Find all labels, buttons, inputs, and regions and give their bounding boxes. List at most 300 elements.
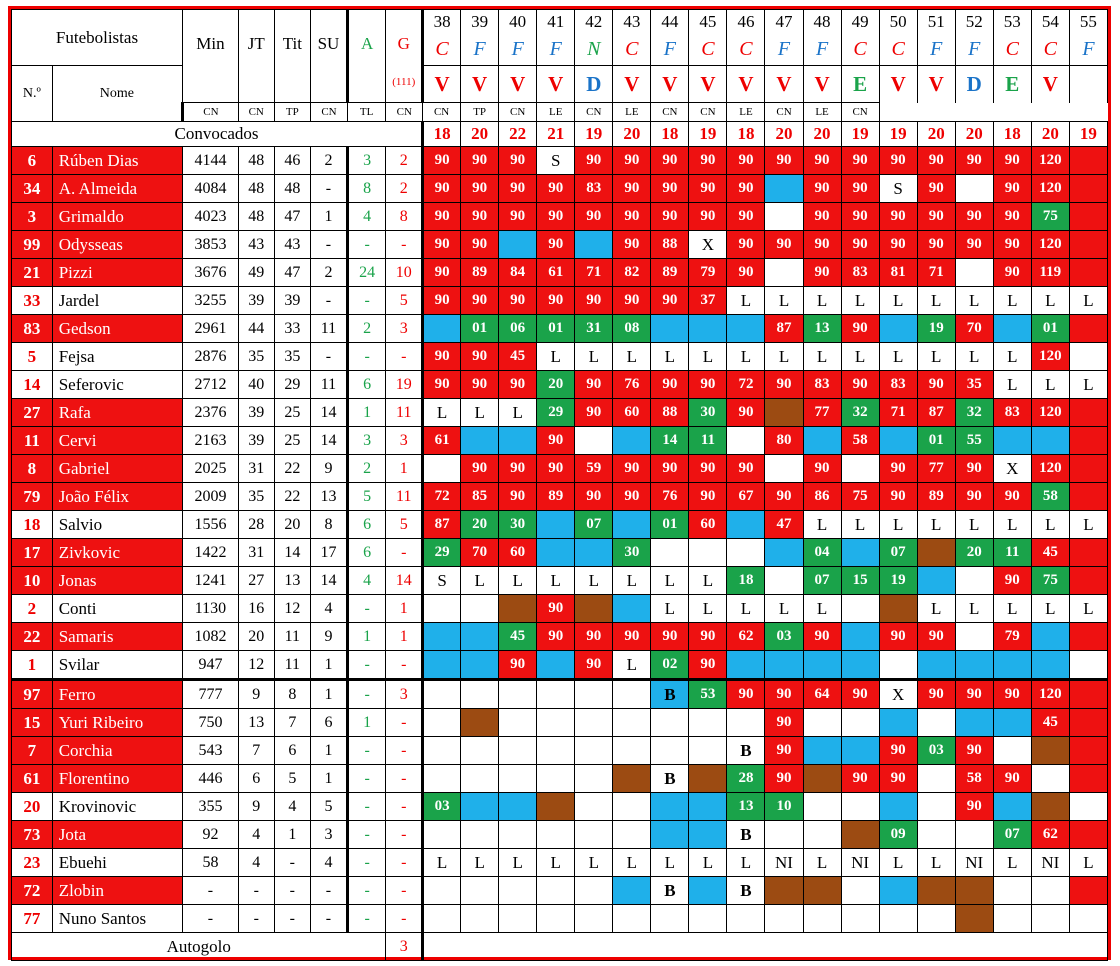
player-stat-min: 1422: [182, 539, 238, 567]
convocados-count: 20: [803, 122, 841, 147]
game-cell: 90: [689, 371, 727, 399]
player-stat-g: -: [386, 765, 423, 793]
game-cell: 90: [423, 175, 461, 203]
player-stat-min: 4084: [182, 175, 238, 203]
game-cell: 89: [461, 259, 499, 287]
game-cell: [499, 680, 537, 709]
game-competition: CN: [423, 103, 461, 122]
player-name: João Félix: [52, 483, 182, 511]
game-cell: [461, 905, 499, 933]
game-cell: 90: [727, 231, 765, 259]
game-cell: 81: [879, 259, 917, 287]
player-stat-min: -: [182, 905, 238, 933]
game-cell: 90: [537, 623, 575, 651]
game-cell: 90: [689, 455, 727, 483]
player-stat-jt: 16: [238, 595, 274, 623]
player-number: 22: [12, 623, 53, 651]
game-location: F: [461, 33, 499, 65]
game-cell: 90: [955, 455, 993, 483]
game-cell: L: [917, 595, 955, 623]
game-cell: L: [917, 849, 955, 877]
game-number: 41: [537, 10, 575, 34]
game-cell: 84: [499, 259, 537, 287]
player-stat-g: 11: [386, 399, 423, 427]
game-cell: 59: [575, 455, 613, 483]
player-stat-g: 5: [386, 511, 423, 539]
player-stat-min: 4023: [182, 203, 238, 231]
game-cell: [1031, 793, 1069, 821]
game-cell: 83: [803, 371, 841, 399]
game-cell: 90: [575, 483, 613, 511]
player-stat-a: -: [347, 343, 386, 371]
game-location: F: [803, 33, 841, 65]
player-stat-min: 355: [182, 793, 238, 821]
player-number: 2: [12, 595, 53, 623]
game-cell: [461, 595, 499, 623]
player-number: 6: [12, 147, 53, 175]
game-cell: [537, 793, 575, 821]
player-stat-min: 1241: [182, 567, 238, 595]
game-cell: 90: [917, 371, 955, 399]
player-number: 27: [12, 399, 53, 427]
game-cell: 120: [1031, 680, 1069, 709]
game-cell: 90: [879, 147, 917, 175]
convocados-count: 19: [879, 122, 917, 147]
player-stat-jt: 48: [238, 147, 274, 175]
player-stat-min: 3255: [182, 287, 238, 315]
game-number: 50: [879, 10, 917, 34]
game-cell: [1069, 905, 1107, 933]
player-number: 73: [12, 821, 53, 849]
game-cell: 90: [613, 483, 651, 511]
game-cell: 77: [803, 399, 841, 427]
player-row: [12, 483, 1108, 511]
game-cell: [727, 511, 765, 539]
game-cell: 60: [613, 399, 651, 427]
player-row: [12, 511, 1108, 539]
player-stat-jt: 40: [238, 371, 274, 399]
game-cell: 70: [955, 315, 993, 343]
game-cell: 90: [803, 175, 841, 203]
player-stat-jt: 39: [238, 399, 274, 427]
game-competition: LE: [613, 103, 651, 122]
player-name: Corchia: [52, 737, 182, 765]
player-number: 33: [12, 287, 53, 315]
game-cell: [537, 511, 575, 539]
game-cell: [1069, 147, 1107, 175]
player-number: 17: [12, 539, 53, 567]
col-header-jt-label: JT: [247, 34, 265, 53]
player-stat-jt: 49: [238, 259, 274, 287]
game-cell: [613, 765, 651, 793]
player-stat-jt: 9: [238, 793, 274, 821]
game-location: F: [537, 33, 575, 65]
player-stat-tit: 48: [274, 175, 311, 203]
game-cell: [499, 793, 537, 821]
game-cell: [955, 821, 993, 849]
game-cell: [955, 709, 993, 737]
player-stat-su: 8: [311, 511, 348, 539]
game-cell: 90: [879, 455, 917, 483]
player-stat-g: -: [386, 231, 423, 259]
game-cell: 120: [1031, 399, 1069, 427]
player-row: [12, 231, 1108, 259]
player-stat-g: -: [386, 821, 423, 849]
game-cell: B: [727, 737, 765, 765]
game-cell: 90: [841, 680, 879, 709]
game-cell: 72: [727, 371, 765, 399]
game-cell: L: [537, 849, 575, 877]
game-cell: 90: [993, 203, 1031, 231]
game-cell: 90: [879, 765, 917, 793]
game-cell: 13: [803, 315, 841, 343]
game-cell: L: [765, 343, 803, 371]
game-cell: 90: [461, 343, 499, 371]
game-cell: [917, 651, 955, 680]
game-cell: 90: [613, 175, 651, 203]
game-cell: 71: [879, 399, 917, 427]
game-cell: 90: [803, 455, 841, 483]
game-result: D: [575, 66, 613, 103]
game-cell: [765, 259, 803, 287]
player-stat-su: 14: [311, 399, 348, 427]
game-cell: [423, 651, 461, 680]
game-number: 46: [727, 10, 765, 34]
game-cell: 28: [727, 765, 765, 793]
player-name: Zivkovic: [52, 539, 182, 567]
game-cell: [613, 821, 651, 849]
game-cell: 90: [689, 483, 727, 511]
game-cell: [917, 877, 955, 905]
game-cell: [727, 539, 765, 567]
game-competition: TP: [461, 103, 499, 122]
game-cell: L: [1031, 511, 1069, 539]
game-cell: [803, 793, 841, 821]
game-cell: 90: [575, 203, 613, 231]
game-cell: [917, 567, 955, 595]
game-cell: 60: [689, 511, 727, 539]
player-stat-tit: 20: [274, 511, 311, 539]
game-cell: [575, 737, 613, 765]
game-cell: [499, 709, 537, 737]
game-cell: [765, 539, 803, 567]
game-cell: [993, 427, 1031, 455]
game-cell: [955, 905, 993, 933]
player-stat-a: -: [347, 287, 386, 315]
game-cell: [803, 877, 841, 905]
convocados-count: 21: [537, 122, 575, 147]
game-cell: L: [879, 343, 917, 371]
game-cell: [1069, 567, 1107, 595]
player-stat-a: -: [347, 651, 386, 680]
game-cell: 45: [1031, 709, 1069, 737]
autogolo-empty: [423, 933, 1108, 961]
game-location: C: [727, 33, 765, 65]
convocados-count: 20: [917, 122, 955, 147]
player-stat-su: -: [311, 877, 348, 905]
player-stat-g: -: [386, 849, 423, 877]
game-result: [1069, 66, 1107, 103]
player-name: Pizzi: [52, 259, 182, 287]
game-cell: 90: [613, 623, 651, 651]
game-cell: NI: [841, 849, 879, 877]
game-cell: [537, 877, 575, 905]
player-stat-min: 1082: [182, 623, 238, 651]
game-cell: 90: [423, 203, 461, 231]
game-cell: [1069, 175, 1107, 203]
game-cell: [1031, 905, 1069, 933]
game-competition: CN: [238, 103, 274, 122]
game-cell: 90: [423, 343, 461, 371]
game-cell: NI: [955, 849, 993, 877]
game-result: V: [537, 66, 575, 103]
player-stat-a: -: [347, 905, 386, 933]
game-cell: L: [765, 595, 803, 623]
game-cell: 20: [955, 539, 993, 567]
game-cell: [613, 427, 651, 455]
game-cell: 90: [993, 567, 1031, 595]
player-name: Seferovic: [52, 371, 182, 399]
game-cell: [917, 765, 955, 793]
game-cell: S: [537, 147, 575, 175]
game-cell: 90: [613, 231, 651, 259]
game-cell: [1069, 623, 1107, 651]
game-cell: 71: [575, 259, 613, 287]
game-cell: [537, 709, 575, 737]
player-stat-jt: -: [238, 905, 274, 933]
player-stat-a: -: [347, 765, 386, 793]
player-row: [12, 793, 1108, 821]
game-cell: 119: [1031, 259, 1069, 287]
player-stat-min: 58: [182, 849, 238, 877]
convocados-count: 18: [651, 122, 689, 147]
player-row: [12, 709, 1108, 737]
game-cell: 90: [689, 651, 727, 680]
game-cell: 90: [689, 203, 727, 231]
player-number: 5: [12, 343, 53, 371]
game-location: F: [1069, 33, 1107, 65]
game-location: F: [765, 33, 803, 65]
player-stat-jt: -: [238, 877, 274, 905]
game-cell: 29: [537, 399, 575, 427]
game-cell: 55: [955, 427, 993, 455]
game-cell: [651, 737, 689, 765]
game-cell: [499, 427, 537, 455]
game-cell: 90: [423, 371, 461, 399]
game-cell: [575, 821, 613, 849]
player-stat-jt: 43: [238, 231, 274, 259]
game-cell: [575, 765, 613, 793]
game-cell: 120: [1031, 147, 1069, 175]
game-cell: 90: [765, 147, 803, 175]
game-cell: 11: [993, 539, 1031, 567]
col-header-g: [386, 10, 423, 103]
player-stat-su: 1: [311, 203, 348, 231]
convocados-count: 20: [1031, 122, 1069, 147]
player-stat-tit: 1: [274, 821, 311, 849]
game-cell: [955, 623, 993, 651]
game-cell: 90: [841, 147, 879, 175]
game-cell: 90: [803, 147, 841, 175]
player-stat-tit: 7: [274, 709, 311, 737]
game-cell: L: [955, 343, 993, 371]
player-stat-a: 1: [347, 399, 386, 427]
game-cell: [537, 680, 575, 709]
game-cell: [423, 905, 461, 933]
player-stat-tit: -: [274, 849, 311, 877]
game-cell: [613, 737, 651, 765]
game-result: V: [689, 66, 727, 103]
game-cell: 90: [651, 203, 689, 231]
game-cell: [423, 877, 461, 905]
game-cell: [993, 315, 1031, 343]
game-cell: [917, 821, 955, 849]
player-stat-tit: 35: [274, 343, 311, 371]
player-stat-a: -: [347, 737, 386, 765]
game-cell: L: [651, 595, 689, 623]
player-stat-a: 6: [347, 371, 386, 399]
game-cell: L: [689, 343, 727, 371]
game-cell: [879, 905, 917, 933]
player-row: [12, 203, 1108, 231]
game-cell: 80: [765, 427, 803, 455]
game-cell: 76: [613, 371, 651, 399]
player-stat-jt: 28: [238, 511, 274, 539]
game-cell: 31: [575, 315, 613, 343]
game-cell: 90: [955, 231, 993, 259]
player-row: [12, 877, 1108, 905]
player-stat-tit: 39: [274, 287, 311, 315]
game-result: E: [841, 66, 879, 103]
game-cell: [461, 737, 499, 765]
game-cell: 71: [917, 259, 955, 287]
game-cell: [613, 680, 651, 709]
game-cell: L: [993, 511, 1031, 539]
player-stat-g: -: [386, 905, 423, 933]
convocados-count: 18: [727, 122, 765, 147]
player-stat-su: 14: [311, 427, 348, 455]
game-cell: 90: [499, 371, 537, 399]
game-cell: [879, 877, 917, 905]
game-cell: 90: [917, 680, 955, 709]
game-cell: [727, 651, 765, 680]
player-stat-su: 13: [311, 483, 348, 511]
player-stat-su: 5: [311, 793, 348, 821]
convocados-count: 19: [841, 122, 879, 147]
player-stat-jt: 27: [238, 567, 274, 595]
game-result: D: [955, 66, 993, 103]
game-cell: L: [803, 343, 841, 371]
game-cell: [841, 877, 879, 905]
game-cell: [499, 595, 537, 623]
game-competition: TL: [347, 103, 386, 122]
player-number: 77: [12, 905, 53, 933]
player-number: 61: [12, 765, 53, 793]
game-cell: [651, 905, 689, 933]
game-cell: L: [1069, 371, 1107, 399]
game-cell: L: [689, 567, 727, 595]
player-stat-tit: 11: [274, 623, 311, 651]
game-cell: L: [461, 399, 499, 427]
player-row: [12, 821, 1108, 849]
game-competition: CN: [689, 103, 727, 122]
game-result: V: [423, 66, 461, 103]
game-cell: L: [613, 567, 651, 595]
player-stat-jt: 6: [238, 765, 274, 793]
game-cell: 90: [879, 623, 917, 651]
player-stat-su: -: [311, 287, 348, 315]
player-stat-su: 2: [311, 259, 348, 287]
game-cell: 01: [537, 315, 575, 343]
game-cell: [1069, 765, 1107, 793]
game-cell: 90: [841, 315, 879, 343]
game-cell: 90: [651, 175, 689, 203]
game-result: V: [461, 66, 499, 103]
player-stat-jt: 48: [238, 203, 274, 231]
convocados-count: 20: [765, 122, 803, 147]
game-cell: [461, 623, 499, 651]
game-cell: 72: [423, 483, 461, 511]
game-cell: 37: [689, 287, 727, 315]
game-cell: [1031, 623, 1069, 651]
game-cell: 90: [613, 287, 651, 315]
game-location: C: [1031, 33, 1069, 65]
game-cell: 18: [727, 567, 765, 595]
player-stat-jt: 31: [238, 539, 274, 567]
game-cell: 90: [537, 595, 575, 623]
game-cell: 90: [917, 203, 955, 231]
game-cell: 90: [727, 399, 765, 427]
game-cell: 90: [917, 623, 955, 651]
player-stat-a: 5: [347, 483, 386, 511]
player-row: [12, 343, 1108, 371]
game-cell: 90: [423, 147, 461, 175]
game-cell: 35: [955, 371, 993, 399]
game-cell: [461, 765, 499, 793]
player-stat-g: 2: [386, 147, 423, 175]
game-competition: CN: [651, 103, 689, 122]
game-cell: [651, 539, 689, 567]
player-number: 1: [12, 651, 53, 680]
game-location: N: [575, 33, 613, 65]
game-cell: [765, 399, 803, 427]
player-stat-tit: 43: [274, 231, 311, 259]
player-stat-tit: 4: [274, 793, 311, 821]
game-cell: [841, 651, 879, 680]
player-stat-tit: 8: [274, 680, 311, 709]
game-cell: [1069, 877, 1107, 905]
player-stats-table: [11, 9, 1108, 961]
game-cell: L: [727, 595, 765, 623]
game-result: V: [613, 66, 651, 103]
game-cell: 90: [499, 483, 537, 511]
player-name: Florentino: [52, 765, 182, 793]
game-cell: 88: [651, 399, 689, 427]
game-cell: [917, 539, 955, 567]
game-cell: 90: [765, 737, 803, 765]
game-cell: [955, 651, 993, 680]
game-cell: 90: [689, 623, 727, 651]
game-cell: [1069, 203, 1107, 231]
game-cell: L: [727, 343, 765, 371]
game-cell: [1069, 259, 1107, 287]
player-row: [12, 539, 1108, 567]
player-stat-min: 2961: [182, 315, 238, 343]
game-cell: 90: [499, 455, 537, 483]
player-stat-a: 3: [347, 427, 386, 455]
game-cell: L: [879, 849, 917, 877]
game-cell: [651, 709, 689, 737]
